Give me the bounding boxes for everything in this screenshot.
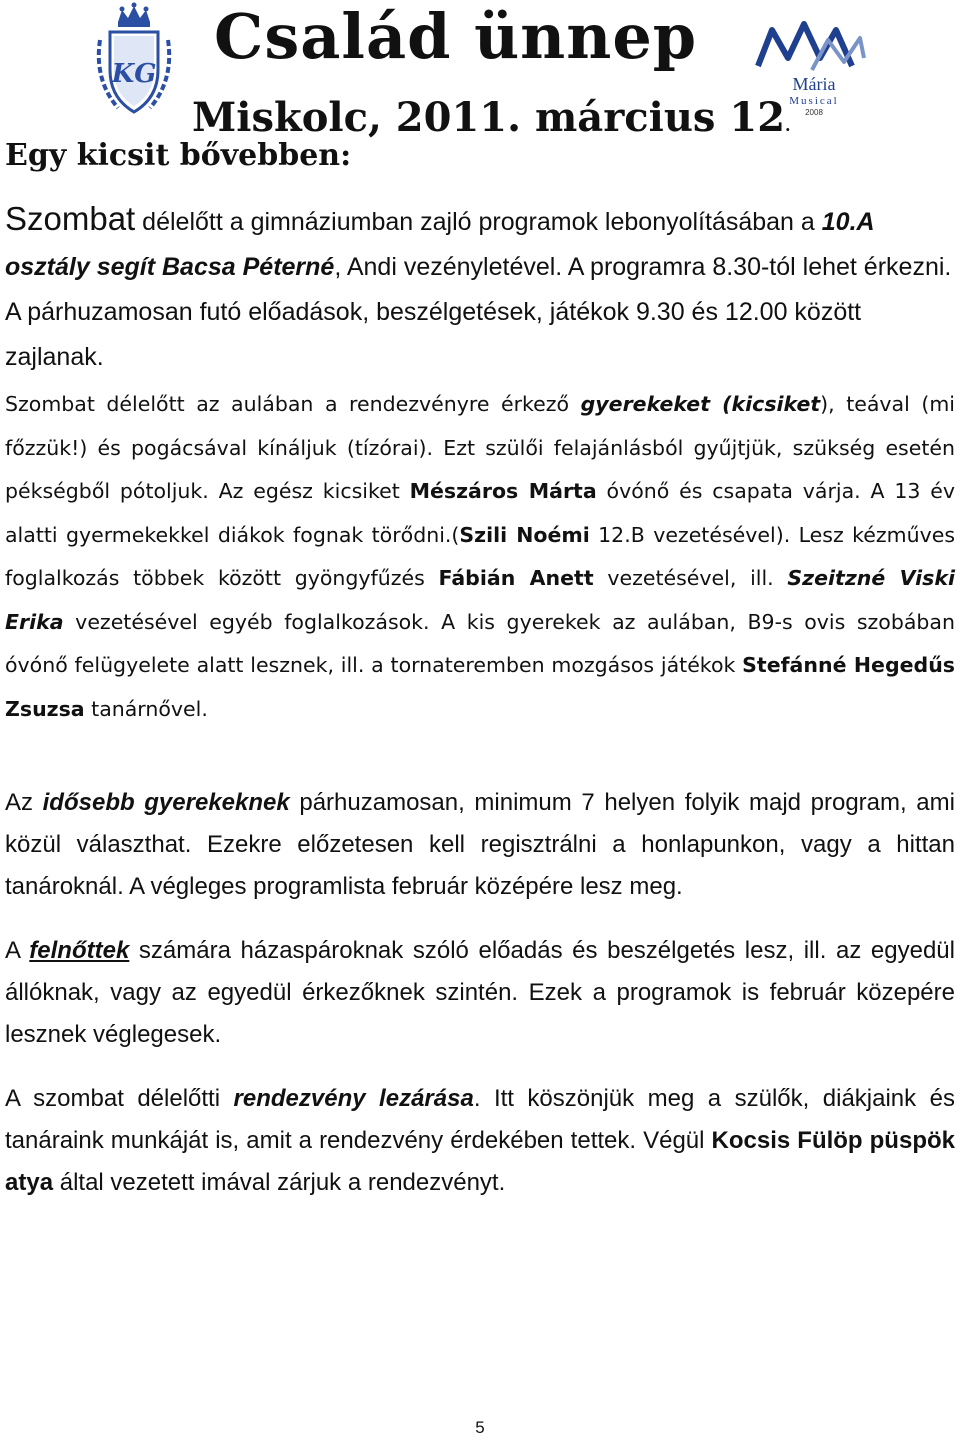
paragraph-saturday-intro (5, 196, 955, 380)
paragraph-small-children (5, 383, 955, 731)
p1-text-1: délelőtt a gimnáziumban zajló programok lebonyolításában a (135, 208, 822, 236)
logo-year: 2008 (805, 108, 823, 117)
p2-name-3: Fábián Anett (438, 566, 594, 590)
section-heading: Egy kicsit bővebben: (5, 138, 352, 173)
school-crest-icon (88, 0, 180, 120)
p4-emph: felnőttek (29, 937, 130, 964)
p2-text-5: vezetésével, ill. (593, 566, 788, 590)
p2-text-6: vezetésével egyéb foglalkozások. A kis gyerekek az aulában, B9-s ovis szobában óvónő felügyelete alatt lesznek, ill. a tornateremben mozgásos játékok (5, 609, 955, 677)
paragraph-older-children (5, 782, 955, 908)
paragraph-adults (5, 930, 955, 1056)
p2-name-5: Stefánné Hegedűs Zsuzsa (5, 653, 955, 721)
p5-emph: rendezvény lezárása (233, 1085, 474, 1112)
p4-text-2: számára házaspároknak szóló előadás és beszélgetés lesz, ill. az egyedül állóknak, vagy az egyedül érkezőknek szintén. Ezek a programok is február közepére lesznek véglegesek. (5, 937, 955, 1048)
logo-line2: Musical (789, 95, 839, 107)
p3-text-2: párhuzamosan, minimum 7 helyen folyik majd program, ami közül választhat. Ezekre előzetesen kell regisztrálni a honlapunkon, vagy a hittan tanároknál. A végleges programlista február középére lesz meg. (5, 789, 955, 900)
p5-name: Kocsis Fülöp püspök atya (5, 1127, 955, 1196)
p1-emph: 10.A osztály segít Bacsa Péterné (5, 208, 874, 281)
page-title: Család ünnep (214, 0, 698, 73)
logo-line1: Mária (792, 74, 836, 94)
p5-text-1: A szombat délelőtti (5, 1085, 234, 1112)
p3-emph: idősebb gyerekeknek (42, 789, 290, 816)
maria-musical-logo-icon (752, 18, 872, 118)
p2-text-7: tanárnővel. (84, 696, 208, 721)
subtitle-text: Miskolc, 2011. március 12 (192, 94, 786, 141)
p2-text-4: 12.B vezetésével). Lesz kézműves foglalkozás többek között gyöngyfűzés (5, 522, 955, 590)
p4-text-1: A (5, 937, 30, 964)
p2-name-2: Szili Noémi (459, 522, 590, 547)
p2-emph-1: gyerekeket (kicsiket (580, 392, 821, 416)
p3-text-1: Az (5, 789, 43, 816)
p1-text-2: , Andi vezényletével. A programra 8.30-tól lehet érkezni. A párhuzamosan futó előadások, beszélgetések, játékok 9.30 és 12.00 között zajlanak. (5, 253, 952, 371)
subtitle-dot: . (785, 116, 791, 135)
p2-text-3: óvónő és csapata várja. A 13 év alatti gyermekekkel diákok fognak törődni.( (5, 479, 956, 547)
page-subtitle (192, 94, 791, 141)
p5-text-2: . Itt köszönjük meg a szülők, diákjaink és tanáraink munkáját is, amit a rendezvény érdekében tettek. Végül (5, 1085, 955, 1154)
p2-text-1: Szombat délelőtt az aulában a rendezvényre érkező (5, 392, 581, 416)
p5-text-3: által vezetett imával zárjuk a rendezvényt. (53, 1169, 506, 1196)
p2-name-4: Szeitzné Viski Erika (5, 566, 956, 634)
page-number: 5 (475, 1418, 485, 1437)
p2-text-2: ), teával (mi főzzük!) és pogácsával kínáljuk (tízórai). Ezt szülői felajánlásból gyűjtjük, szükség esetén pékségből pótoljuk. Az egész kicsiket (5, 392, 955, 503)
p2-name-1: Mészáros Márta (409, 479, 597, 503)
paragraph-closing (5, 1078, 955, 1204)
p1-lead: Szombat (5, 200, 136, 237)
crest-letters: KG (111, 59, 157, 89)
